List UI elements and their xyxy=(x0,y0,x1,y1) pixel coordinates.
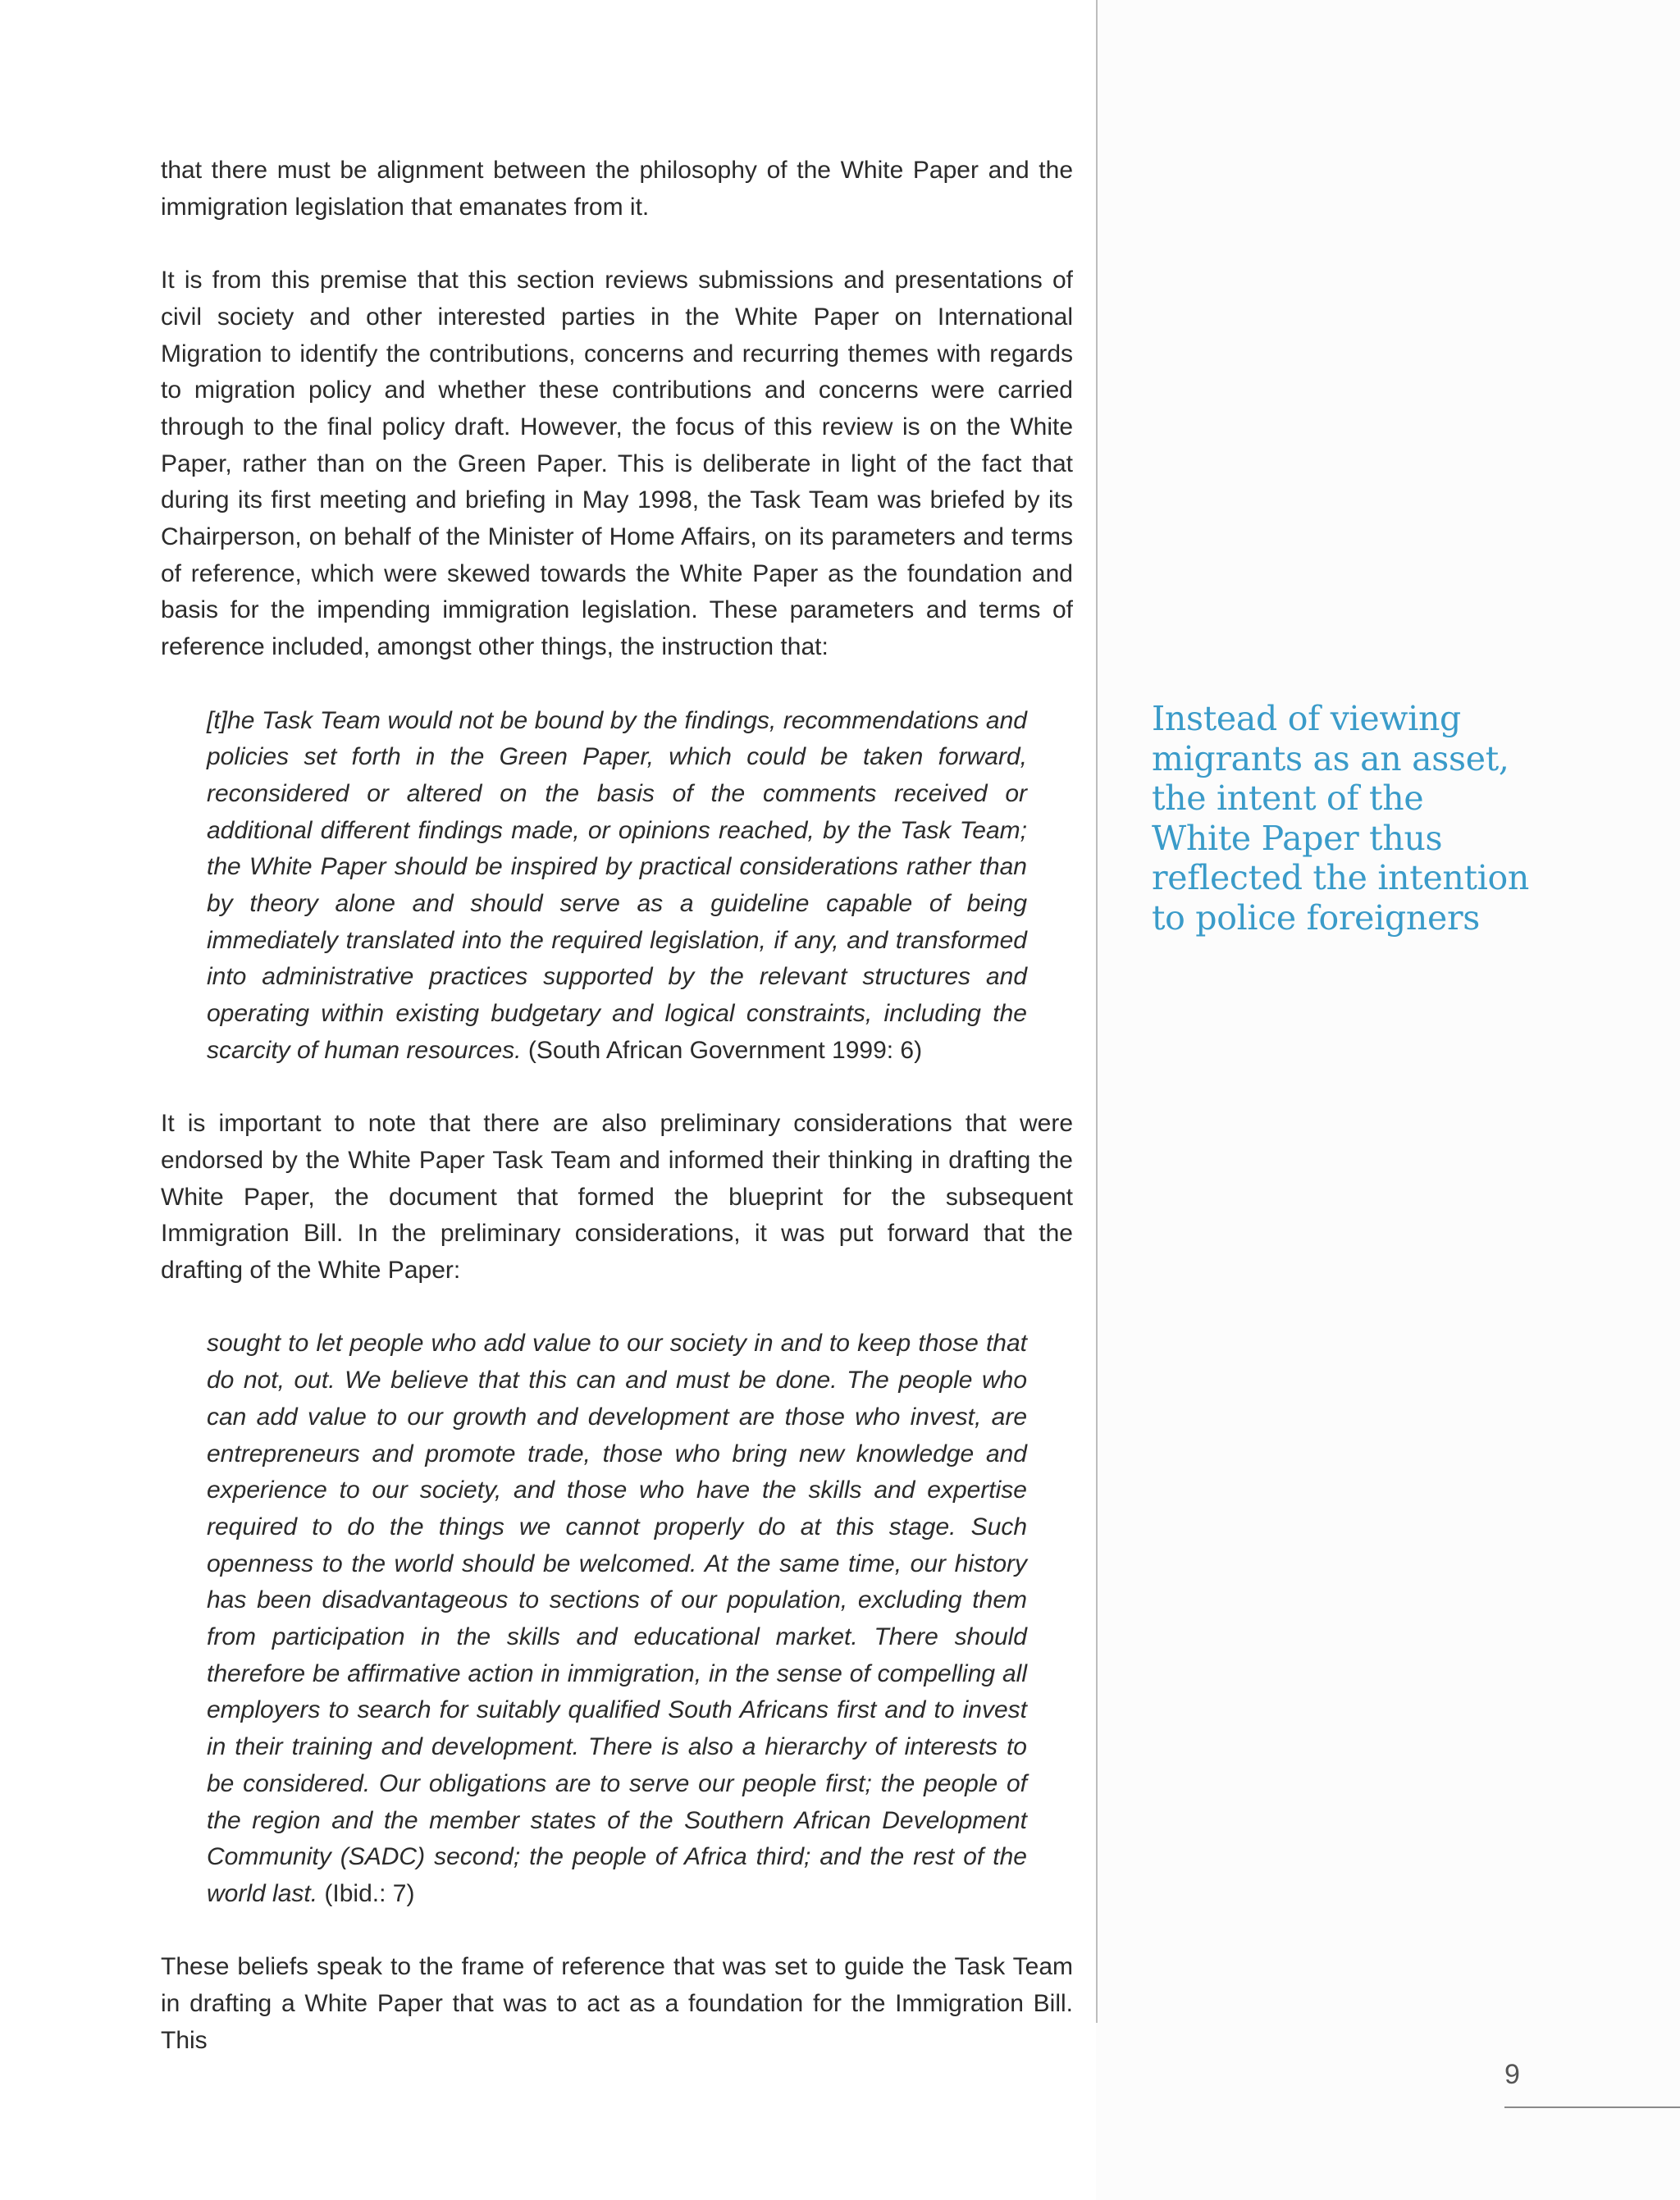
pull-quote-line: Instead of viewing xyxy=(1152,699,1461,738)
pull-quote-line: the intent of the xyxy=(1152,778,1424,818)
page-number: 9 xyxy=(1504,2059,1520,2090)
body-paragraph-1: that there must be alignment between the philosophy of the White Paper and the immigration legislation that emanates from it. xyxy=(161,157,1073,221)
sidebar-background xyxy=(1096,0,1680,2200)
block-quote-1-citation: (South African Government 1999: 6) xyxy=(527,1036,923,1064)
pull-quote xyxy=(1152,699,1545,938)
block-quote-2-text: sought to let people who add value to our society in and to keep those that do not, out. We believe that this can and must be done. The people who can add value to our growth and development are those who invest, are entrepreneurs and promote trade, those who bring new knowledge and experience to our society, and those who have the skills and expertise required to do the things we cannot properly do at this stage. Such openness to the world should be welcomed. At the same time, our history has been disadvantageous to sections of our population, excluding them from participation in the skills and educational market. There should therefore be affirmative action in immigration, in the sense of compelling all employers to search for suitably qualified South Africans first and to invest in their training and development. There is also a hierarchy of interests to be considered. Our obligations are to serve our people first; the people of the region and the member states of the Southern African Development Community (SADC) second; the people of Africa third; and the rest of the world last. xyxy=(207,1330,1027,1907)
body-paragraph-3: It is important to note that there are also preliminary considerations that were endorsed by the White Paper Task Team and informed their thinking in drafting the White Paper, the document that formed the blueprint for the subsequent Immigration Bill. In the preliminary considerations, it was put forward that the drafting of the White Paper: xyxy=(161,1110,1073,1285)
body-paragraph-4: These beliefs speak to the frame of reference that was set to guide the Task Team in drafting a White Paper that was to act as a foundation for the Immigration Bill. This xyxy=(161,1953,1073,2054)
block-quote-2 xyxy=(207,1326,1027,1912)
pull-quote-line: White Paper thus xyxy=(1152,818,1443,858)
body-paragraph-2: It is from this premise that this section reviews submissions and presentations of civil society and other interested parties in the White Paper on International Migration to identify the contributions, concerns and recurring themes with regards to migration policy and whether these contributions and concerns were carried through to the final policy draft. However, the focus of this review is on the White Paper, rather than on the Green Paper. This is deliberate in light of the fact that during its first meeting and briefing in May 1998, the Task Team was briefed by its Chairperson, on behalf of the Minister of Home Affairs, on its parameters and terms of reference, which were skewed towards the White Paper as the foundation and basis for the impending immigration legislation. These parameters and terms of reference included, amongst other things, the instruction that: xyxy=(161,267,1073,661)
block-quote-1 xyxy=(207,703,1027,1070)
pull-quote-line: to police foreigners xyxy=(1152,897,1480,938)
main-text-column xyxy=(161,153,1073,2059)
column-divider xyxy=(1096,0,1098,2023)
pull-quote-line: migrants as an asset, xyxy=(1152,738,1509,778)
pull-quote-line: reflected the intention xyxy=(1152,858,1530,897)
block-quote-2-citation: (Ibid.: 7) xyxy=(324,1879,415,1907)
block-quote-1-text: [t]he Task Team would not be bound by the findings, recommendations and policies set forth in the Green Paper, which could be taken forward, reconsidered or altered on the basis of the comments received or additional different findings made, or opinions reached, by the Task Team; the White Paper should be inspired by practical considerations rather than by theory alone and should serve as a guideline capable of being immediately translated into the required legislation, if any, and transformed into administrative practices supported by the relevant structures and operating within existing budgetary and logical constraints, including the scarcity of human resources. xyxy=(207,706,1027,1064)
page-number-rule xyxy=(1504,2106,1680,2108)
